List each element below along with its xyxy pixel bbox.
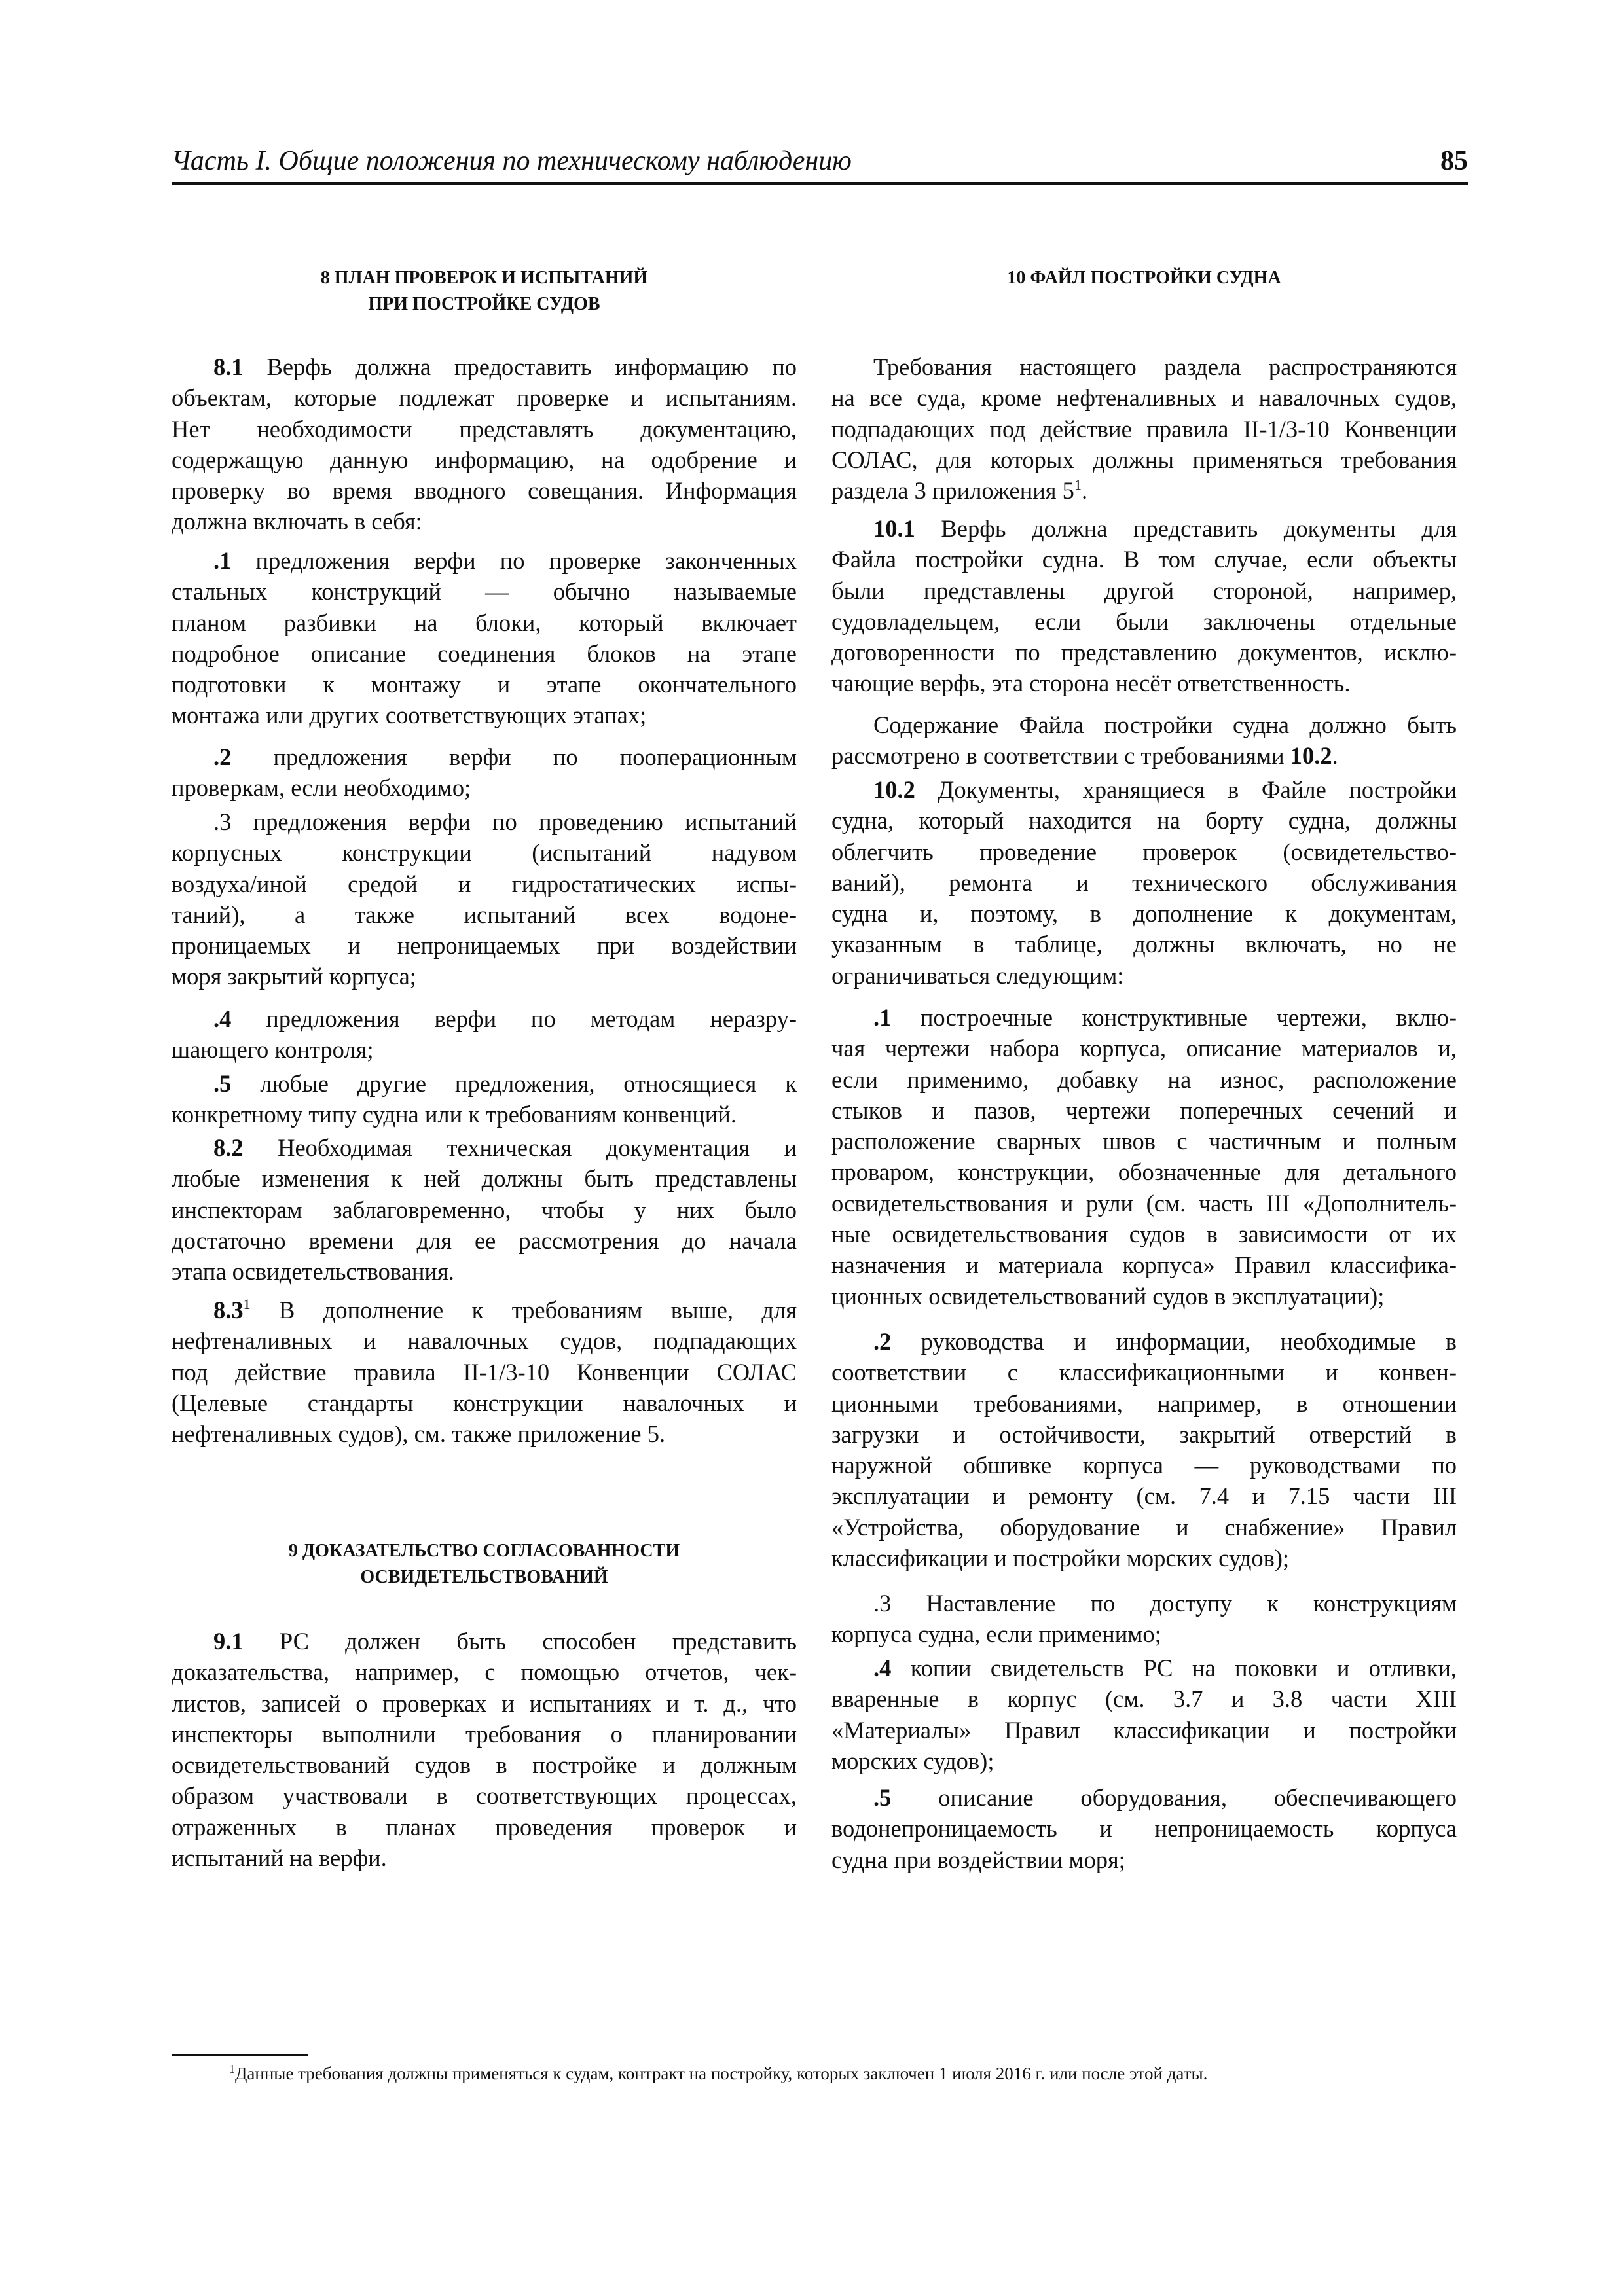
- footnote-mark: 1: [229, 2062, 235, 2075]
- list-item-10-2-4: .4 копии свидетельств РС на поковки и отливки, вваренные в корпус (см. 3.7 и 3.8 части XIII «Материалы» Правил классификации и постройки морских судов);: [831, 1655, 1457, 1774]
- list-item-10-2-2: .2 руководства и информации, необходимые в соответствии с классификационными и конвен- ционными требованиями, например, в отношении загрузки и остойчивости, закрытий отверстий в наружной обшивке корпуса — руководствами по эксплуатации и ремонту (см. 7.4 и 7.15 части III «Устройства, оборудование и снабжение» Правил классификации и постройки морских судов);: [831, 1328, 1457, 1572]
- paragraph-content: Содержание Файла постройки судна должно быть рассмотрено в соответствии с требованиями 10.2.: [831, 711, 1457, 770]
- footnote-ref: 1: [1074, 476, 1082, 493]
- running-head: [172, 145, 1468, 186]
- list-item-8-1-2: .2 предложения верфи по пооперационным проверкам, если необходимо;: [172, 744, 797, 802]
- page-number: 85: [1440, 146, 1468, 176]
- section-10-heading: 10 ФАЙЛ ПОСТРОЙКИ СУДНА: [1007, 268, 1281, 288]
- list-item-10-2-5: .5 описание оборудования, обеспечивающего водонепроницаемость и непроницаемость корпуса судна при воздействии моря;: [831, 1784, 1457, 1873]
- list-item-8-1-4: .4 предложения верфи по методам неразру- шающего контроля;: [172, 1005, 797, 1064]
- paragraph-8-3: $8.3^1$ В дополнение к требованиям выше, для нефтеналивных и навалочных судов, подпадающих под действие правила II-1/3-10 Конвенции СОЛАС (Целевые стандарты конструкции навалочных и нефтеналивных судов), см. также приложение 5.: [172, 1296, 797, 1448]
- footnote: [229, 2062, 1473, 2085]
- header-rule: [172, 182, 1468, 185]
- paragraph-9-1: 9.1 РС должен быть способен представить доказательства, например, с помощью отчетов, чек- листов, записей о проверках и испытаниях и т. д., что инспекторы выполнили требования о планировании освидетельствований судов в постройке и должным образом участвовали в соответствующих процессах, отраженных в планах проведения проверок и испытаний на верфи.: [172, 1628, 797, 1872]
- list-item-10-2-1: .1 построечные конструктивные чертежи, вклю- чая чертежи набора корпуса, описание материалов и, если применимо, добавку на износ, расположение стыков и пазов, чертежи поперечных сечений и расположение сварных швов с частичным и полным проваром, конструкции, обозначенные для детального освидетельствования и рули (см. часть III «Дополнитель- ные освидетельствования судов в зависимости от их назначения и материала корпуса» Правил классифика- ционных освидетельствований судов в эксплуатации);: [831, 1004, 1457, 1310]
- footnote-text: Данные требования должны применяться к судам, контракт на постройку, которых заключен 1 июля 2016 г. или после этой даты.: [235, 2064, 1208, 2083]
- footnote-ref: 1: [243, 1296, 251, 1312]
- running-head-title: Часть I. Общие положения по техническому наблюдению: [172, 146, 852, 176]
- section-9-heading: 9 ДОКАЗАТЕЛЬСТВО СОГЛАСОВАННОСТИ ОСВИДЕТЕЛЬСТВОВАНИЙ: [288, 1541, 680, 1587]
- list-item-8-1-3: .3 предложения верфи по проведению испытаний корпусных конструкции (испытаний надувом воздуха/иной средой и гидростатических испы- таний), а также испытаний всех водоне- проницаемых и непроницаемых при воздействии моря закрытий корпуса;: [172, 808, 797, 990]
- list-item-10-2-3: .3 Наставление по доступу к конструкциям корпуса судна, если применимо;: [831, 1590, 1457, 1648]
- list-item-8-1-5: .5 любые другие предложения, относящиеся к конкретному типу судна или к требованиям конвенций.: [172, 1070, 797, 1128]
- section-10-intro: Требования настоящего раздела распространяются на все суда, кроме нефтеналивных и навалочных судов, подпадающих под действие правила II-1/3-10 Конвенции СОЛАС, для которых должны применяться требования раздела 3 приложения $5^1$.: [831, 353, 1457, 505]
- footnote-rule: [172, 2054, 308, 2056]
- paragraph-8-2: 8.2 Необходимая техническая документация и любые изменения к ней должны быть представлены инспекторам заблаговременно, чтобы у них было достаточно времени для ее рассмотрения до начала этапа освидетельствования.: [172, 1134, 797, 1285]
- list-item-8-1-1: .1 предложения верфи по проверке законченных стальных конструкций — обычно называемые планом разбивки на блоки, который включает подробное описание соединения блоков на этапе подготовки к монтажу и этапе окончательного монтажа или других соответствующих этапах;: [172, 547, 797, 729]
- paragraph-10-1: 10.1 Верфь должна представить документы для Файла постройки судна. В том случае, если объекты были представлены другой стороной, например, судовладельцем, если были заключены отдельные договоренности по представлению документов, исклю- чающие верфь, эта сторона несёт ответственность.: [831, 515, 1457, 697]
- paragraph-8-1: 8.1 Верфь должна предоставить информацию по объектам, которые подлежат проверке и испытаниям. Нет необходимости представлять документацию, содержащую данную информацию, на одобрение и проверку во время вводного совещания. Информация должна включать в себя:: [172, 353, 797, 535]
- section-8-heading: 8 ПЛАН ПРОВЕРОК И ИСПЫТАНИЙ ПРИ ПОСТРОЙКЕ СУДОВ: [320, 268, 648, 314]
- paragraph-10-2: 10.2 Документы, хранящиеся в Файле постройки судна, который находится на борту судна, должны облегчить проведение проверок (освидетельство- ваний), ремонта и технического обслуживания судна и, поэтому, в дополнение к документам, указанным в таблице, должны включать, но не ограничиваться следующим:: [831, 776, 1457, 989]
